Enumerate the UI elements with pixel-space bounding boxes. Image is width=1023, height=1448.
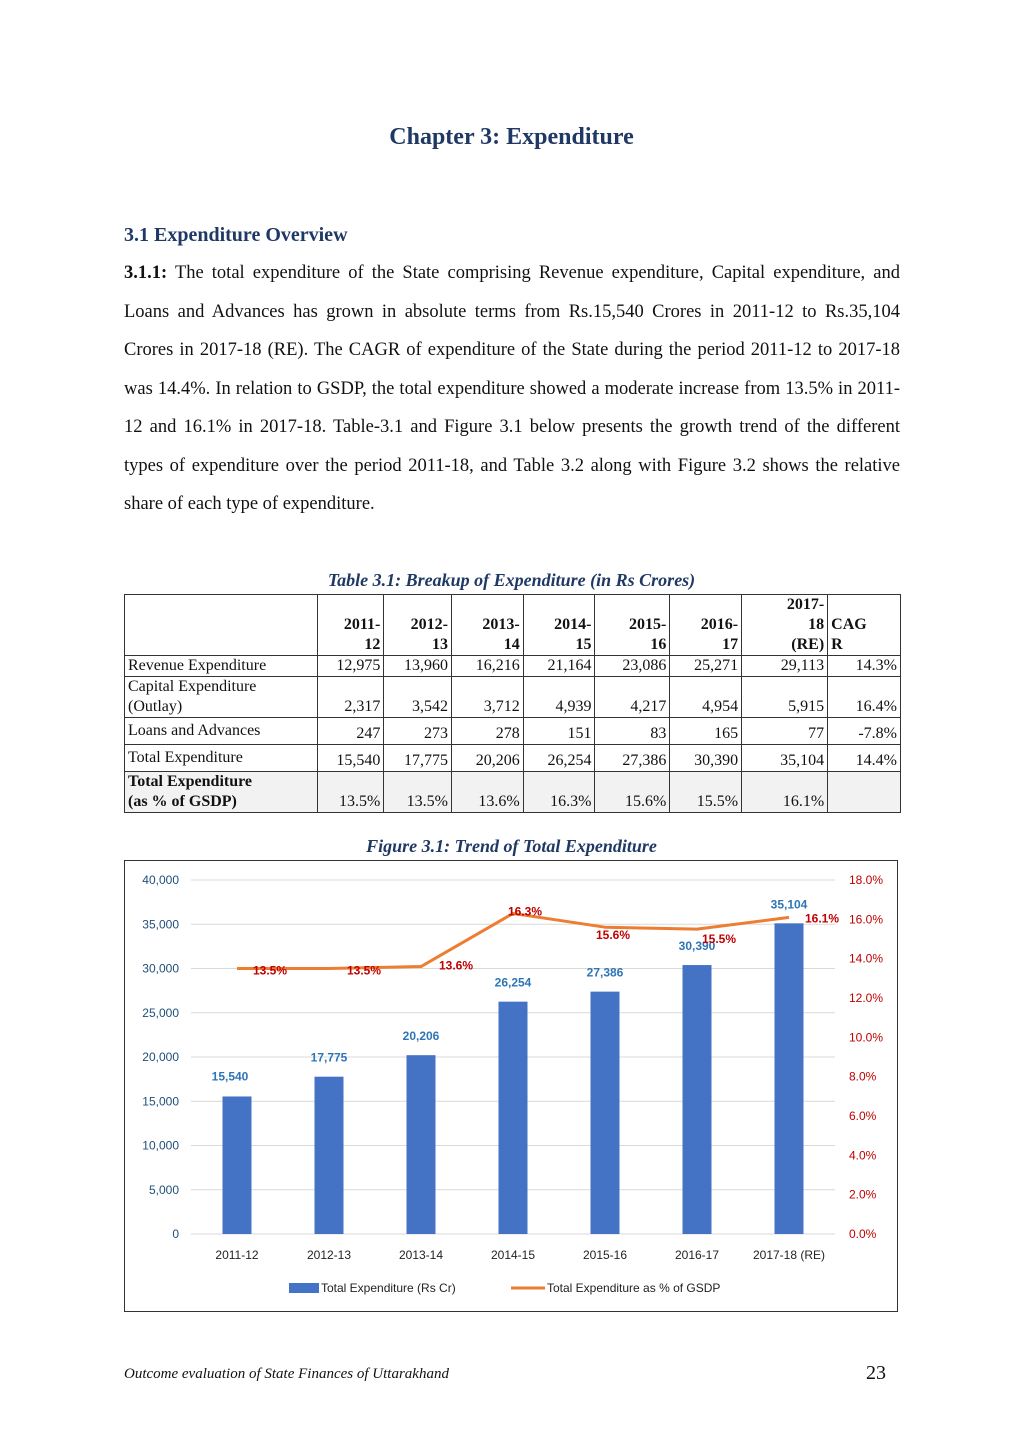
header-2014-15: 2014- 15 (523, 595, 595, 656)
table-cell: 13,960 (384, 656, 452, 677)
y-right-tick-label: 14.0% (849, 951, 884, 966)
table-row (125, 745, 901, 772)
bar-data-label: 20,206 (402, 1029, 440, 1044)
y-right-tick-label: 16.0% (849, 912, 884, 927)
header-2016-17: 2016- 17 (670, 595, 742, 656)
table-cell: 165 (670, 718, 742, 745)
table-cell: 15.5% (670, 772, 742, 813)
table-caption: Table 3.1: Breakup of Expenditure (in Rs Crores) (327, 570, 696, 590)
table-cell: 35,104 (742, 745, 828, 772)
expenditure-chart (124, 860, 898, 1312)
bar-data-label: 17,775 (310, 1050, 348, 1065)
table-cell: 21,164 (523, 656, 595, 677)
line-data-label: 15.6% (595, 928, 631, 943)
bar (499, 1002, 528, 1234)
table-cell: 16,216 (451, 656, 523, 677)
header-2013-14: 2013- 14 (451, 595, 523, 656)
table-cell: 26,254 (523, 745, 595, 772)
line-data-label: 15.5% (701, 932, 737, 947)
bar (223, 1096, 252, 1234)
y-left-tick-label: 10,000 (142, 1138, 179, 1153)
paragraph-number: 3.1.1: (124, 263, 168, 283)
section-heading: 3.1 Expenditure Overview (124, 224, 348, 246)
row-label: Loans and Advances (125, 718, 318, 745)
line-data-label: 13.5% (252, 963, 288, 978)
header-cagr: CAG R (828, 595, 901, 656)
y-left-tick-label: 35,000 (142, 917, 179, 932)
table-cell: 30,390 (670, 745, 742, 772)
table-cell: 4,954 (670, 677, 742, 718)
table-cell: 15,540 (317, 745, 384, 772)
y-right-tick-label: 18.0% (849, 873, 884, 887)
x-tick-label: 2013-14 (398, 1248, 444, 1262)
table-cell: 151 (523, 718, 595, 745)
table-cell: 4,939 (523, 677, 595, 718)
y-right-tick-label: 2.0% (849, 1187, 877, 1202)
expenditure-table (124, 594, 901, 813)
bar-data-label: 27,386 (586, 965, 624, 980)
table-cell: 5,915 (742, 677, 828, 718)
bar (683, 965, 712, 1234)
y-left-tick-label: 20,000 (142, 1050, 179, 1064)
table-cell: 13.5% (384, 772, 452, 813)
y-right-tick-label: 0.0% (849, 1227, 877, 1241)
line-data-label: 16.3% (507, 904, 543, 919)
bar (775, 923, 804, 1234)
table-cell: 16.4% (828, 677, 901, 718)
header-2012-13: 2012- 13 (384, 595, 452, 656)
bar (407, 1055, 436, 1234)
line-data-label: 16.1% (804, 911, 840, 926)
table-cell: 17,775 (384, 745, 452, 772)
line-data-label: 13.5% (346, 963, 382, 978)
y-right-tick-label: 12.0% (849, 991, 884, 1005)
legend-bar-label: Total Expenditure (Rs Cr) (321, 1281, 456, 1295)
y-right-tick-label: 10.0% (849, 1030, 884, 1045)
y-right-tick-label: 4.0% (849, 1148, 877, 1163)
table-cell: 2,317 (317, 677, 384, 718)
table-cell: 14.4% (828, 745, 901, 772)
table-cell: 23,086 (595, 656, 670, 677)
row-label: Total Expenditure (125, 745, 318, 772)
table-cell: 14.3% (828, 656, 901, 677)
table-cell: 3,542 (384, 677, 452, 718)
table-cell: 12,975 (317, 656, 384, 677)
table-cell: -7.8% (828, 718, 901, 745)
legend-bar-swatch (289, 1283, 319, 1293)
y-left-tick-label: 25,000 (142, 1005, 179, 1020)
y-left-tick-label: 0 (172, 1227, 179, 1241)
header-2011-12: 2011- 12 (317, 595, 384, 656)
table-cell: 4,217 (595, 677, 670, 718)
row-label: Capital Expenditure (Outlay) (125, 677, 318, 718)
header-empty-cell (125, 595, 318, 656)
table-cell: 15.6% (595, 772, 670, 813)
table-cell (828, 772, 901, 813)
line-data-label: 13.6% (438, 958, 474, 973)
page-number: 23 (866, 1362, 886, 1384)
x-tick-label: 2017-18 (RE) (752, 1248, 826, 1262)
y-left-tick-label: 30,000 (142, 961, 179, 976)
row-label: Total Expenditure (as % of GSDP) (125, 772, 318, 813)
table-header-row (125, 595, 901, 656)
table-row (125, 656, 901, 677)
bar (591, 992, 620, 1234)
table-cell: 25,271 (670, 656, 742, 677)
y-left-tick-label: 15,000 (142, 1094, 179, 1109)
table-cell: 16.3% (523, 772, 595, 813)
bar-data-label: 30,390 (678, 939, 716, 954)
x-tick-label: 2014-15 (490, 1248, 536, 1262)
x-tick-label: 2011-12 (215, 1248, 259, 1262)
table-cell: 3,712 (451, 677, 523, 718)
y-left-tick-label: 5,000 (148, 1182, 179, 1197)
x-tick-label: 2012-13 (306, 1248, 352, 1262)
figure-caption: Figure 3.1: Trend of Total Expenditure (366, 836, 657, 856)
chart-svg (125, 861, 897, 1311)
table-row (125, 677, 901, 718)
footer-text: Outcome evaluation of State Finances of Uttarakhand (124, 1366, 449, 1382)
y-right-tick-label: 6.0% (849, 1109, 877, 1123)
table-row (125, 772, 901, 813)
table-cell: 273 (384, 718, 452, 745)
table-cell: 16.1% (742, 772, 828, 813)
table-row (125, 718, 901, 745)
bar (315, 1077, 344, 1234)
row-label: Revenue Expenditure (125, 656, 318, 677)
paragraph-text: The total expenditure of the State comprising Revenue expenditure, Capital expenditure, and Loans and Advances has grown in absolute terms from Rs.15,540 Crores in 2011-12 to Rs.35,104 Crores in 2017-18 (RE). The CAGR of expenditure of the State during the period 2011-12 to 2017-18 was 14.4%. In relation to GSDP, the total expenditure showed a moderate increase from 13.5% in 2011-12 and 16.1% in 2017-18. Table-3.1 and Figure 3.1 below presents the growth trend of the different types of expenditure over the period 2011-18, and Table 3.2 along with Figure 3.2 shows the relative share of each type of expenditure. (124, 263, 900, 514)
x-tick-label: 2015-16 (582, 1248, 628, 1262)
y-right-tick-label: 8.0% (849, 1069, 877, 1084)
table-cell: 13.5% (317, 772, 384, 813)
chapter-title: Chapter 3: Expenditure (389, 124, 634, 150)
bar-data-label: 26,254 (494, 975, 532, 990)
table-cell: 247 (317, 718, 384, 745)
y-left-tick-label: 40,000 (142, 873, 179, 887)
header-2015-16: 2015- 16 (595, 595, 670, 656)
body-paragraph (124, 254, 900, 524)
header-2017-18-re: 2017- 18 (RE) (742, 595, 828, 656)
table-cell: 83 (595, 718, 670, 745)
bar-data-label: 15,540 (211, 1069, 249, 1084)
table-cell: 20,206 (451, 745, 523, 772)
table-cell: 29,113 (742, 656, 828, 677)
table-cell: 27,386 (595, 745, 670, 772)
table-cell: 278 (451, 718, 523, 745)
x-tick-label: 2016-17 (674, 1248, 720, 1262)
legend-line-label: Total Expenditure as % of GSDP (547, 1281, 721, 1295)
table-cell: 13.6% (451, 772, 523, 813)
table-cell: 77 (742, 718, 828, 745)
bar-data-label: 35,104 (770, 897, 808, 912)
